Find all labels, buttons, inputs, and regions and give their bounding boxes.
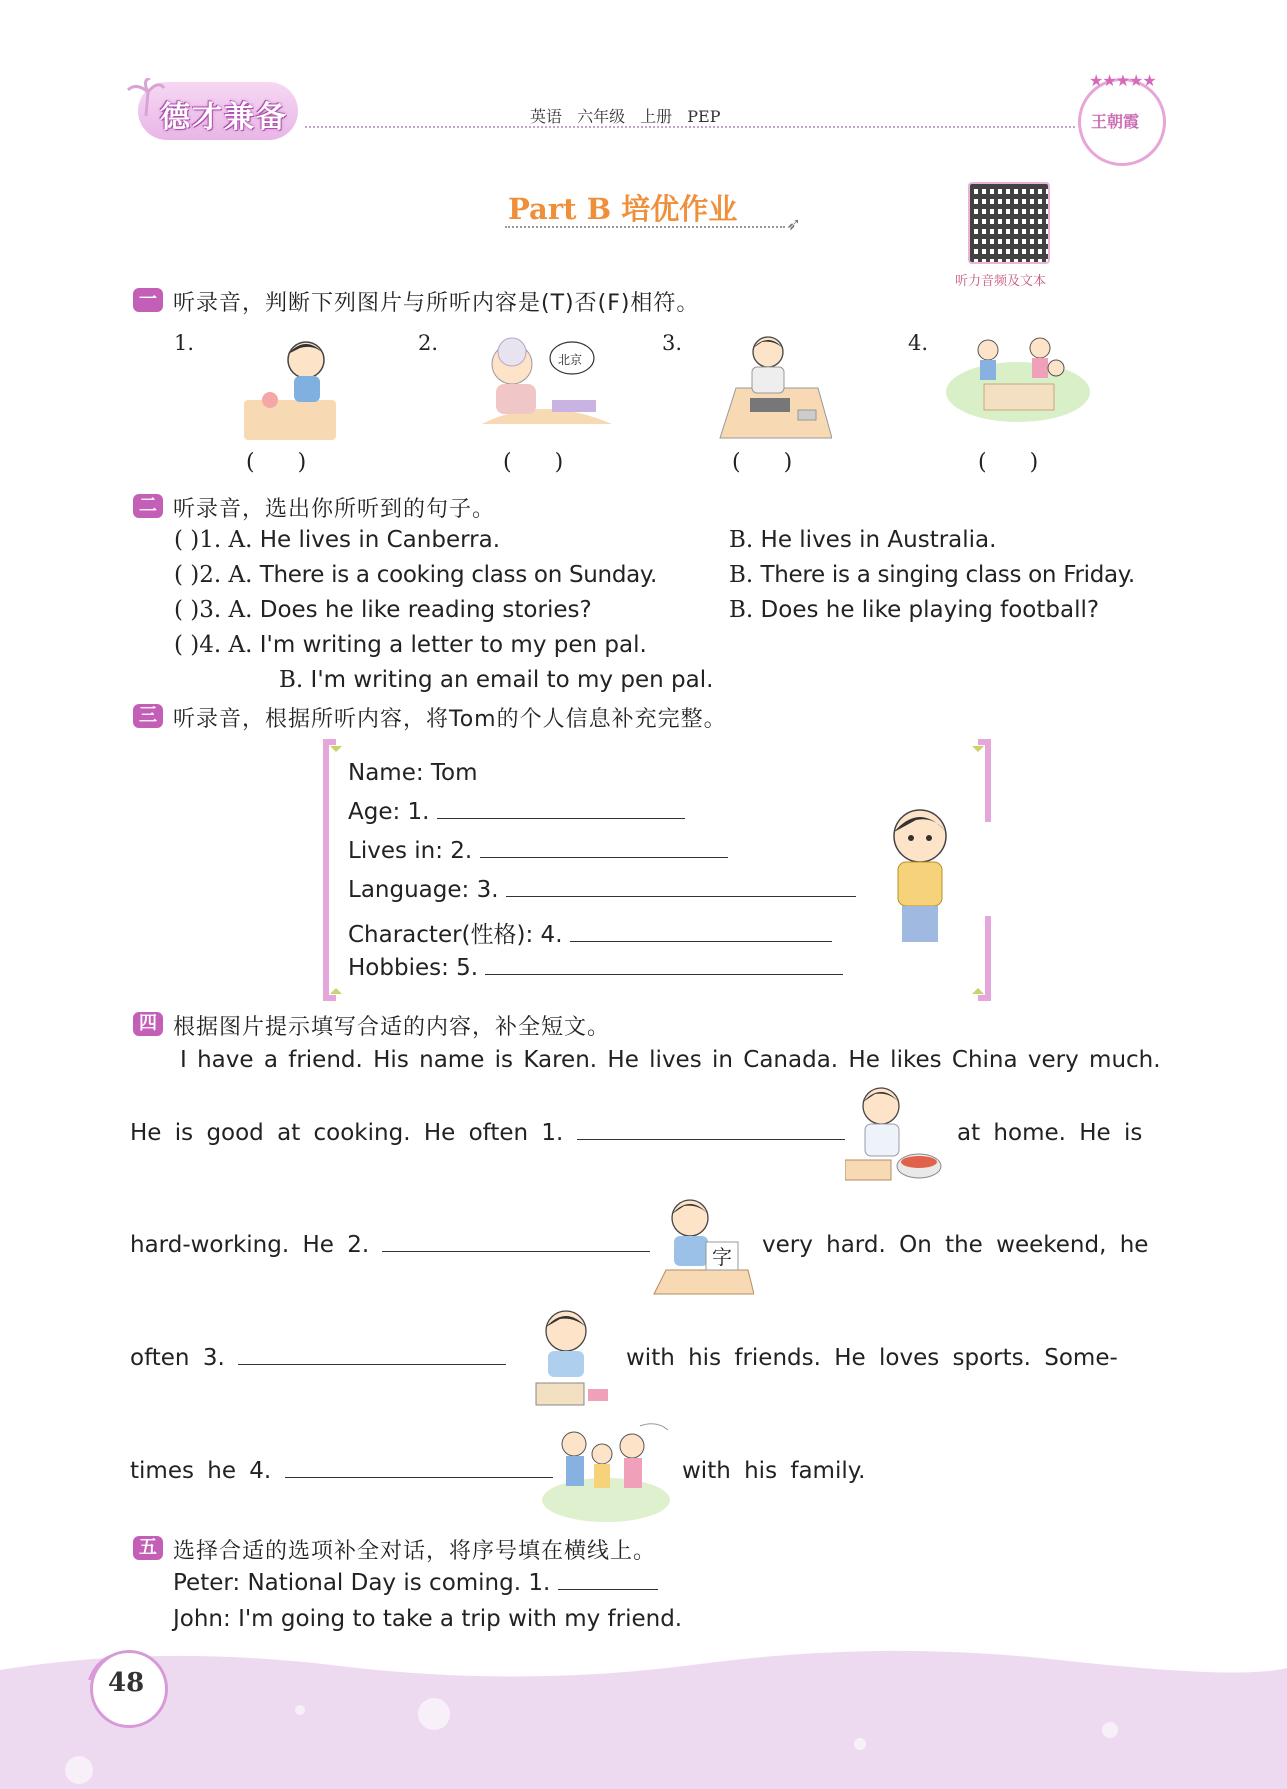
answer-paren-2[interactable]: ( )	[503, 450, 564, 475]
info-language-blank[interactable]	[506, 878, 856, 897]
passage-4b: with his friends. He loves sports. Some-	[626, 1345, 1118, 1371]
passage-line-2	[130, 1120, 845, 1146]
q3-option-a: Does he like reading stories?	[259, 597, 592, 623]
info-hobbies	[348, 955, 843, 981]
answer-paren-4[interactable]: ( )	[978, 450, 1039, 475]
qr-label: 听力音频及文本	[955, 274, 1047, 289]
fish-icon: ➶	[786, 214, 802, 235]
brand-text: 德才兼备	[160, 100, 288, 135]
bubble-text: 北京	[558, 353, 583, 367]
item-2-number: 2.	[418, 331, 439, 355]
boy-writing-illustration	[650, 1194, 754, 1298]
question-2	[174, 562, 657, 588]
section-badge-2: 二	[133, 494, 163, 518]
q3-option-b: Does he like playing football?	[760, 597, 1100, 623]
dialogue-1-text: Peter: National Day is coming. 1.	[173, 1570, 551, 1596]
section-badge-5: 五	[133, 1536, 163, 1560]
question-3	[174, 597, 592, 623]
info-age	[348, 799, 685, 825]
dialogue-line-1	[173, 1570, 658, 1596]
passage-4a: often 3.	[130, 1345, 225, 1371]
info-character	[348, 916, 832, 949]
question-1-b	[729, 527, 996, 553]
grandma-reading-illustration	[472, 334, 620, 434]
passage-5a: times he 4.	[130, 1458, 272, 1484]
info-hobbies-blank[interactable]	[485, 956, 843, 975]
publisher-stamp	[1078, 71, 1166, 166]
blank-4[interactable]	[285, 1459, 553, 1478]
blank-2[interactable]	[382, 1233, 650, 1252]
stars-icon: ★★★★★	[1089, 71, 1156, 90]
question-4	[174, 632, 647, 658]
section-1-instruction: 听录音，判断下列图片与所听内容是(T)否(F)相符。	[173, 291, 700, 316]
info-character-blank[interactable]	[570, 923, 832, 942]
q4-option-a: I'm writing a letter to my pen pal.	[259, 632, 647, 658]
info-name-text: Name: Tom	[348, 760, 478, 786]
page-title: Part B 培优作业	[508, 192, 738, 226]
info-language	[348, 877, 856, 903]
section-4-instruction: 根据图片提示填写合适的内容，补全短文。	[173, 1015, 611, 1040]
section-badge-4: 四	[133, 1012, 163, 1036]
q2-option-a: There is a cooking class on Sunday.	[259, 562, 657, 588]
info-language-label: Language: 3.	[348, 877, 499, 903]
answer-paren-1[interactable]: ( )	[246, 450, 307, 475]
passage-2a: He is good at cooking. He often 1.	[130, 1120, 564, 1146]
item-1-number: 1.	[174, 331, 195, 355]
title-underline	[505, 226, 785, 228]
q4-option-b: I'm writing an email to my pen pal.	[310, 667, 714, 693]
page-number: 48	[108, 1668, 145, 1698]
footer-wave	[0, 1650, 1287, 1789]
item-4-number: 4.	[908, 331, 929, 355]
item-3-number: 3.	[662, 331, 683, 355]
subject-line: 英语 六年级 上册 PEP	[530, 107, 721, 126]
passage-5b: with his family.	[682, 1458, 866, 1484]
dialogue-blank-1[interactable]	[558, 1571, 658, 1590]
info-age-label: Age: 1.	[348, 799, 430, 825]
q4-b-label: B.	[279, 667, 304, 693]
section-2-instruction: 听录音，选出你所听到的句子。	[173, 497, 496, 522]
q2-b-label: B.	[729, 562, 754, 588]
passage-line-5	[130, 1458, 553, 1484]
blank-3[interactable]	[238, 1346, 506, 1365]
q1-option-b: He lives in Australia.	[760, 527, 997, 553]
passage-2b: at home. He is	[957, 1120, 1143, 1146]
info-character-label: Character(性格): 4.	[348, 922, 563, 948]
boy-at-desk-illustration	[708, 330, 832, 440]
q2-option-b: There is a singing class on Friday.	[760, 562, 1135, 588]
blank-1[interactable]	[577, 1121, 845, 1140]
family-picnic-illustration	[944, 330, 1092, 430]
q4-paren[interactable]: ( )4. A.	[174, 632, 253, 658]
question-4-b	[279, 667, 713, 693]
section-5-instruction: 选择合适的选项补全对话，将序号填在横线上。	[173, 1539, 657, 1564]
q1-b-label: B.	[729, 527, 754, 553]
info-name	[348, 760, 478, 786]
dialogue-line-2: John: I'm going to take a trip with my friend.	[173, 1606, 683, 1632]
question-2-b	[729, 562, 1135, 588]
passage-line-1: I have a friend. His name is Karen. He lives in Canada. He likes China very much.	[180, 1047, 1161, 1073]
info-age-blank[interactable]	[437, 800, 685, 819]
info-lives-label: Lives in: 2.	[348, 838, 473, 864]
boy-chess-illustration	[516, 1305, 616, 1413]
passage-line-3	[130, 1232, 650, 1258]
family-hiking-illustration	[540, 1420, 672, 1524]
passage-3b: very hard. On the weekend, he	[762, 1232, 1149, 1258]
question-1	[174, 527, 500, 553]
q3-paren[interactable]: ( )3. A.	[174, 597, 253, 623]
qr-code[interactable]	[968, 182, 1050, 264]
q1-option-a: He lives in Canberra.	[259, 527, 501, 553]
section-3-instruction: 听录音，根据所听内容，将Tom的个人信息补充完整。	[173, 707, 727, 732]
q2-paren[interactable]: ( )2. A.	[174, 562, 253, 588]
info-lives-blank[interactable]	[480, 839, 728, 858]
palm-tree-icon	[126, 78, 166, 118]
passage-3a: hard-working. He 2.	[130, 1232, 370, 1258]
section-badge-3: 三	[133, 704, 163, 728]
section-badge-1: 一	[133, 288, 163, 312]
question-3-b	[729, 597, 1099, 623]
info-lives	[348, 838, 728, 864]
boy-cooking-illustration	[845, 1082, 945, 1186]
answer-paren-3[interactable]: ( )	[732, 450, 793, 475]
info-hobbies-label: Hobbies: 5.	[348, 955, 479, 981]
boy-eating-illustration	[240, 330, 340, 445]
q1-paren[interactable]: ( )1. A.	[174, 527, 253, 553]
q3-b-label: B.	[729, 597, 754, 623]
tom-illustration	[880, 806, 960, 946]
write-char: 字	[712, 1245, 732, 1269]
stamp-text: 王朝霞	[1091, 112, 1140, 131]
passage-line-4	[130, 1345, 506, 1371]
